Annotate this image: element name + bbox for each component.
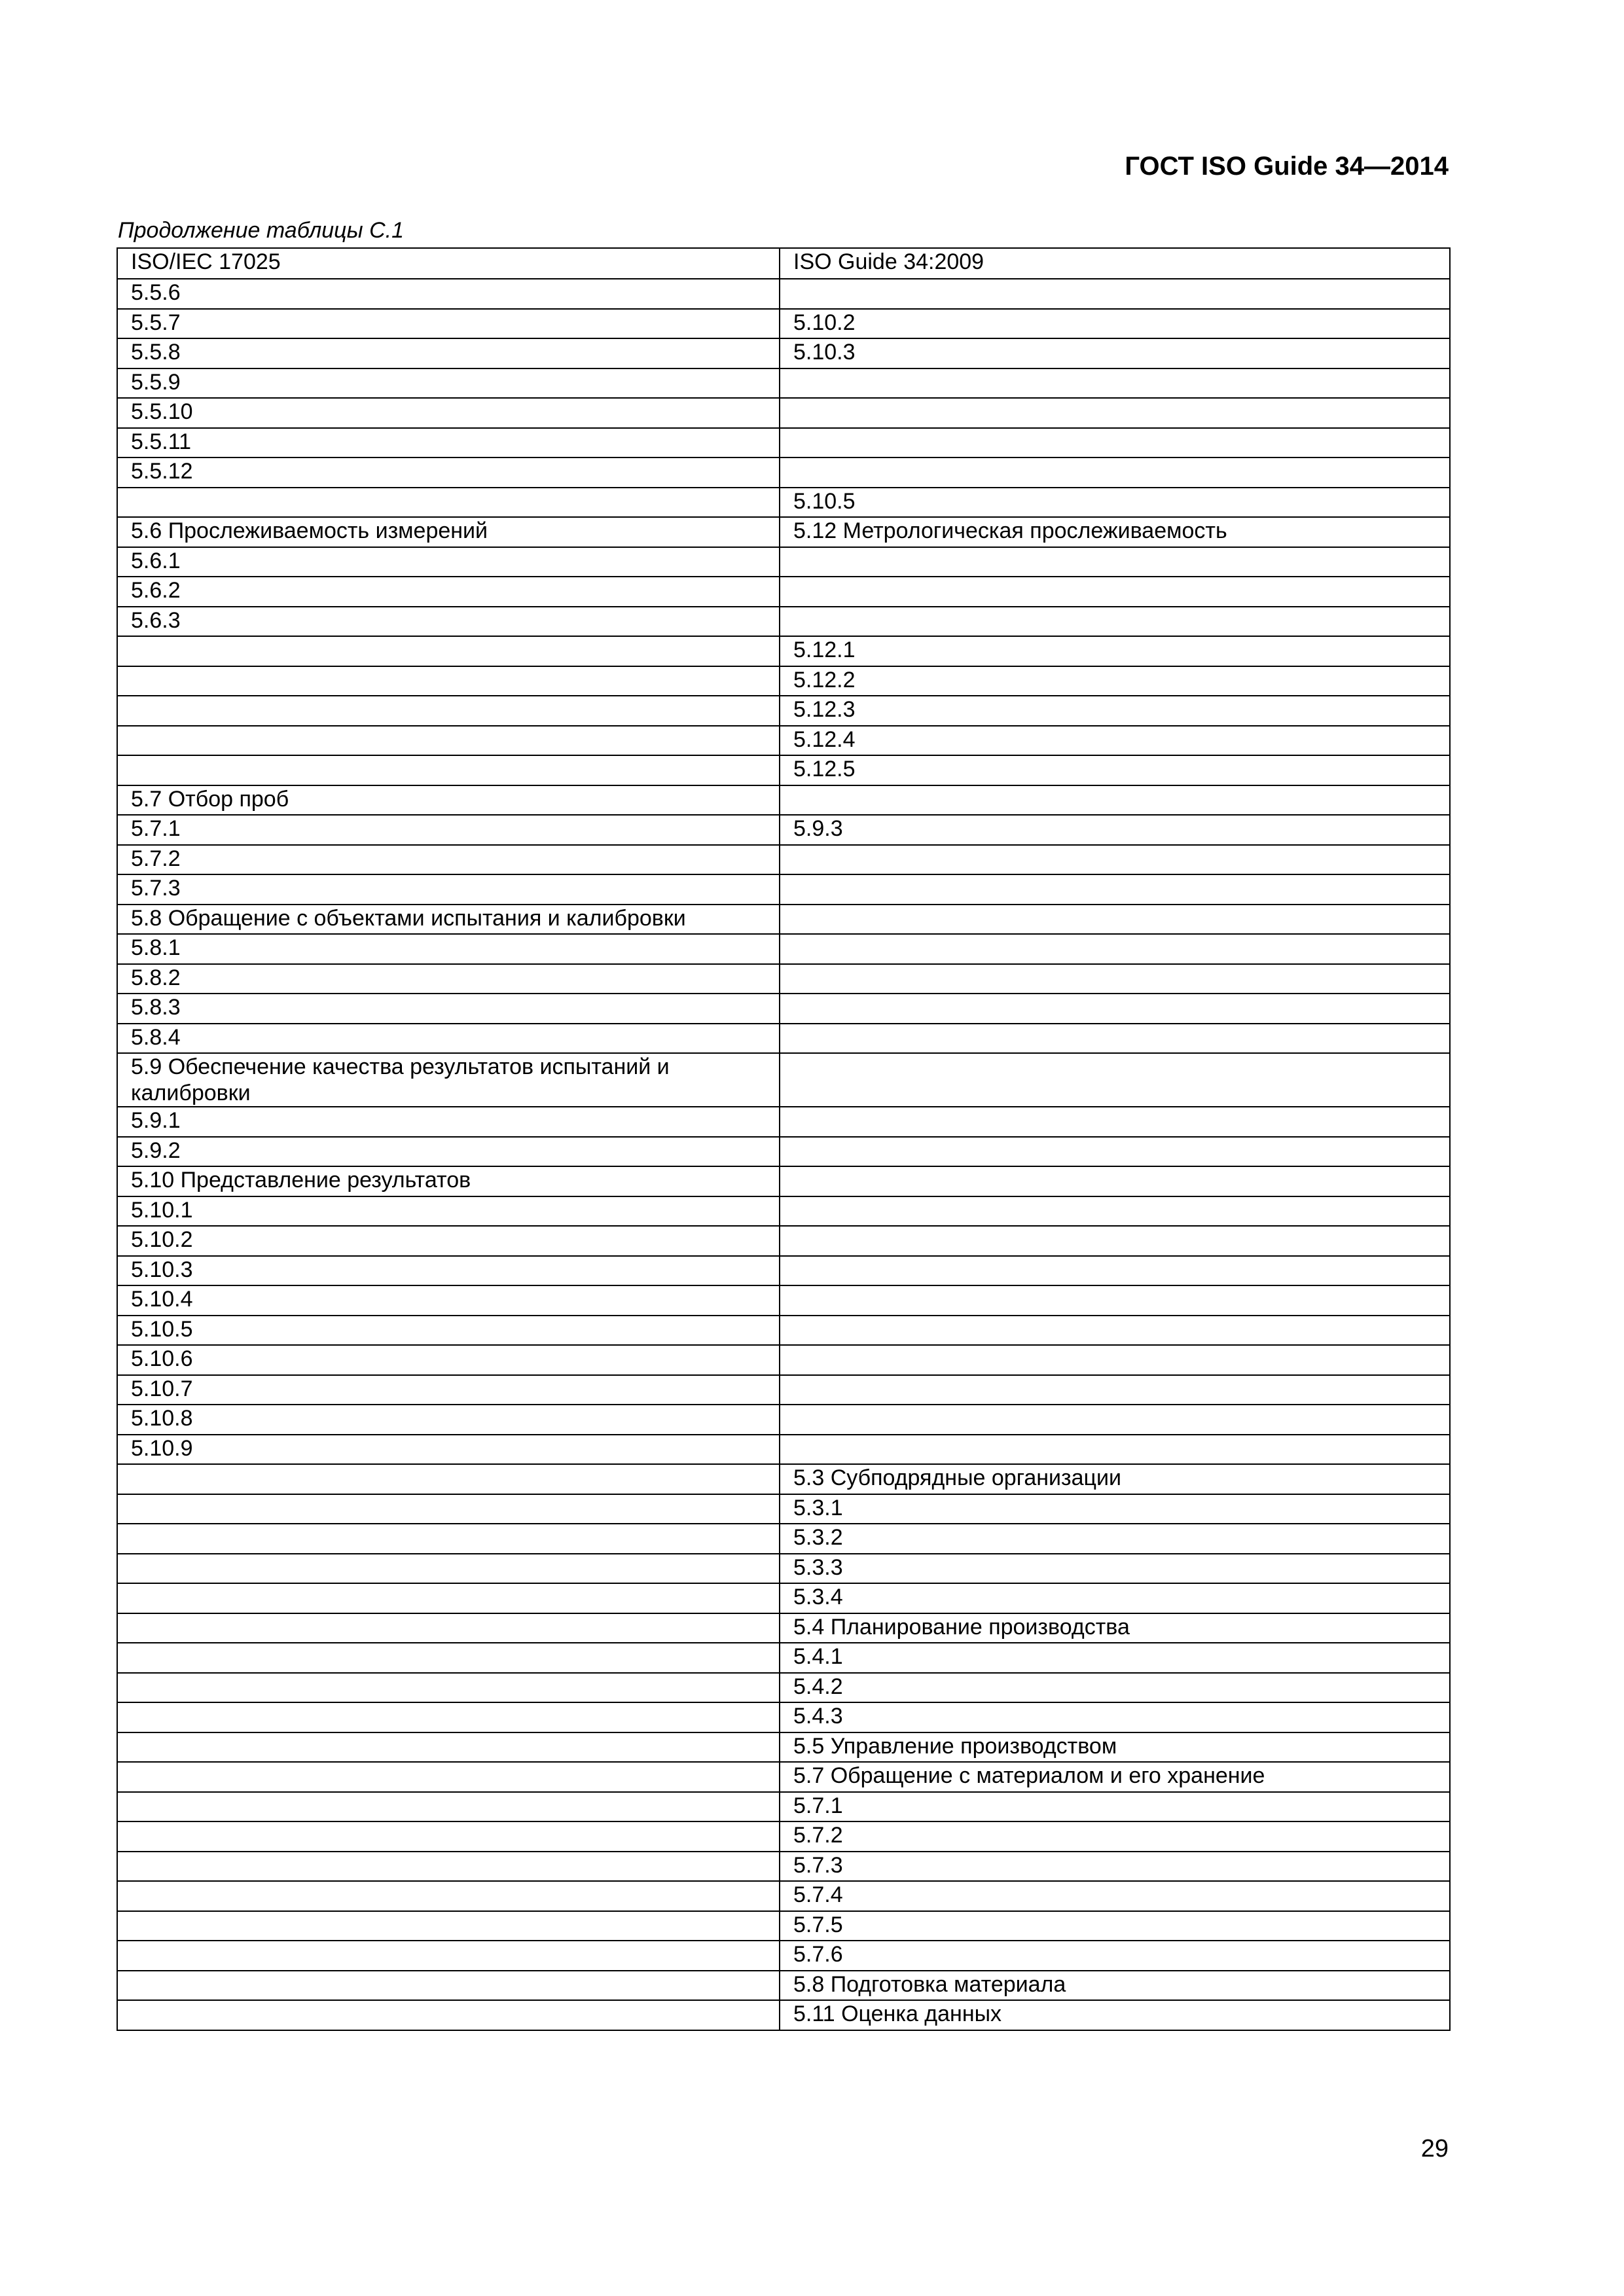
cell-iso-guide-34: 5.4.2 <box>780 1673 1450 1703</box>
table-row <box>117 1613 1450 1643</box>
table-row <box>117 755 1450 785</box>
cell-iso-iec-17025: 5.10.1 <box>117 1196 780 1227</box>
cell-iso-iec-17025: 5.6.2 <box>117 577 780 607</box>
table-row <box>117 1196 1450 1227</box>
cell-iso-guide-34 <box>780 934 1450 964</box>
cell-iso-iec-17025 <box>117 1732 780 1763</box>
table-row <box>117 1852 1450 1882</box>
cell-iso-guide-34: 5.3.4 <box>780 1583 1450 1613</box>
cell-iso-guide-34: 5.4 Планирование производства <box>780 1613 1450 1643</box>
cell-iso-iec-17025: 5.7.1 <box>117 815 780 845</box>
cell-iso-guide-34 <box>780 398 1450 428</box>
cell-iso-guide-34 <box>780 428 1450 458</box>
cell-iso-guide-34: 5.3.3 <box>780 1554 1450 1584</box>
table-row <box>117 2000 1450 2030</box>
cell-iso-guide-34 <box>780 1226 1450 1256</box>
cell-iso-guide-34: 5.7.4 <box>780 1881 1450 1911</box>
cell-iso-guide-34 <box>780 1316 1450 1346</box>
table-row <box>117 1375 1450 1405</box>
cell-iso-guide-34: 5.12.3 <box>780 696 1450 726</box>
table-row <box>117 547 1450 577</box>
table-row <box>117 1256 1450 1286</box>
cell-iso-iec-17025: 5.5.6 <box>117 279 780 309</box>
cell-iso-guide-34 <box>780 905 1450 935</box>
cell-iso-guide-34: 5.3.2 <box>780 1524 1450 1554</box>
table-row <box>117 1435 1450 1465</box>
cell-iso-iec-17025: 5.5.8 <box>117 338 780 368</box>
cell-iso-guide-34: 5.7.6 <box>780 1941 1450 1971</box>
cell-iso-iec-17025 <box>117 1554 780 1584</box>
table-row <box>117 815 1450 845</box>
cell-iso-iec-17025: 5.8.3 <box>117 994 780 1024</box>
cell-iso-guide-34: 5.12.4 <box>780 726 1450 756</box>
table-row <box>117 488 1450 518</box>
cell-iso-guide-34: 5.7.2 <box>780 1821 1450 1852</box>
cell-iso-guide-34: 5.12 Метрологическая прослеживаемость <box>780 517 1450 547</box>
table-row <box>117 428 1450 458</box>
table-row <box>117 696 1450 726</box>
table-row <box>117 607 1450 637</box>
table-row <box>117 1762 1450 1792</box>
table-row <box>117 1881 1450 1911</box>
cell-iso-iec-17025: 5.5.11 <box>117 428 780 458</box>
table-row <box>117 338 1450 368</box>
table-row <box>117 309 1450 339</box>
cell-iso-iec-17025: 5.5.9 <box>117 368 780 399</box>
table-row <box>117 1971 1450 2001</box>
table-row <box>117 726 1450 756</box>
cell-iso-guide-34 <box>780 785 1450 816</box>
cell-iso-iec-17025 <box>117 696 780 726</box>
cell-iso-guide-34: 5.11 Оценка данных <box>780 2000 1450 2030</box>
cell-iso-guide-34: 5.5 Управление производством <box>780 1732 1450 1763</box>
cell-iso-iec-17025 <box>117 2000 780 2030</box>
column-header-iso-iec-17025: ISO/IEC 17025 <box>117 248 780 279</box>
cell-iso-iec-17025 <box>117 1941 780 1971</box>
cell-iso-guide-34 <box>780 577 1450 607</box>
table-row <box>117 874 1450 905</box>
cell-iso-guide-34: 5.10.2 <box>780 309 1450 339</box>
cell-iso-iec-17025: 5.6.1 <box>117 547 780 577</box>
table-caption: Продолжение таблицы С.1 <box>118 218 404 243</box>
cell-iso-iec-17025: 5.9 Обеспечение качества результатов испытаний и калибровки <box>117 1053 780 1107</box>
cell-iso-guide-34 <box>780 845 1450 875</box>
cell-iso-guide-34 <box>780 279 1450 309</box>
cell-iso-iec-17025 <box>117 1613 780 1643</box>
page-number: 29 <box>1420 2135 1449 2162</box>
table-header-row <box>117 248 1450 279</box>
table-row <box>117 666 1450 696</box>
cell-iso-iec-17025 <box>117 1821 780 1852</box>
cell-iso-iec-17025 <box>117 1702 780 1732</box>
document-header-title: ГОСТ ISO Guide 34—2014 <box>1125 152 1449 181</box>
cell-iso-iec-17025 <box>117 1643 780 1673</box>
table-row <box>117 1226 1450 1256</box>
cell-iso-guide-34 <box>780 607 1450 637</box>
cell-iso-guide-34 <box>780 1166 1450 1196</box>
cell-iso-guide-34: 5.4.1 <box>780 1643 1450 1673</box>
table-row <box>117 1524 1450 1554</box>
cell-iso-iec-17025 <box>117 726 780 756</box>
cell-iso-iec-17025 <box>117 1852 780 1882</box>
cell-iso-iec-17025 <box>117 1792 780 1822</box>
cell-iso-iec-17025: 5.8.2 <box>117 964 780 994</box>
table-row <box>117 1316 1450 1346</box>
table-row <box>117 1053 1450 1107</box>
cell-iso-iec-17025: 5.5.10 <box>117 398 780 428</box>
table-row <box>117 994 1450 1024</box>
cell-iso-guide-34 <box>780 368 1450 399</box>
cell-iso-iec-17025 <box>117 1494 780 1524</box>
cell-iso-iec-17025: 5.8 Обращение с объектами испытания и калибровки <box>117 905 780 935</box>
table-row <box>117 785 1450 816</box>
cell-iso-iec-17025: 5.9.2 <box>117 1137 780 1167</box>
cell-iso-guide-34: 5.4.3 <box>780 1702 1450 1732</box>
cell-iso-guide-34 <box>780 457 1450 488</box>
table-row <box>117 1941 1450 1971</box>
cell-iso-guide-34: 5.10.5 <box>780 488 1450 518</box>
cell-iso-iec-17025 <box>117 1673 780 1703</box>
table-row <box>117 1792 1450 1822</box>
table-row <box>117 1821 1450 1852</box>
cell-iso-guide-34: 5.12.1 <box>780 636 1450 666</box>
table-row <box>117 1643 1450 1673</box>
table-row <box>117 577 1450 607</box>
cell-iso-guide-34 <box>780 1345 1450 1375</box>
table-row <box>117 636 1450 666</box>
cell-iso-guide-34 <box>780 1196 1450 1227</box>
cell-iso-iec-17025: 5.10.6 <box>117 1345 780 1375</box>
table-row <box>117 457 1450 488</box>
cell-iso-iec-17025: 5.10.3 <box>117 1256 780 1286</box>
table-row <box>117 1911 1450 1941</box>
cell-iso-iec-17025: 5.10.7 <box>117 1375 780 1405</box>
cell-iso-guide-34: 5.3.1 <box>780 1494 1450 1524</box>
table-row <box>117 517 1450 547</box>
table-row <box>117 1166 1450 1196</box>
cell-iso-guide-34 <box>780 874 1450 905</box>
cell-iso-guide-34 <box>780 1405 1450 1435</box>
cell-iso-guide-34: 5.7 Обращение с материалом и его хранение <box>780 1762 1450 1792</box>
table-row <box>117 964 1450 994</box>
cell-iso-iec-17025: 5.6.3 <box>117 607 780 637</box>
table-row <box>117 1137 1450 1167</box>
cell-iso-iec-17025: 5.10 Представление результатов <box>117 1166 780 1196</box>
cell-iso-guide-34: 5.12.2 <box>780 666 1450 696</box>
cell-iso-iec-17025: 5.6 Прослеживаемость измерений <box>117 517 780 547</box>
cell-iso-guide-34: 5.9.3 <box>780 815 1450 845</box>
cell-iso-guide-34 <box>780 1375 1450 1405</box>
table-row <box>117 845 1450 875</box>
cell-iso-guide-34: 5.3 Субподрядные организации <box>780 1464 1450 1494</box>
cell-iso-guide-34 <box>780 1285 1450 1316</box>
cell-iso-iec-17025: 5.7 Отбор проб <box>117 785 780 816</box>
cell-iso-guide-34: 5.7.1 <box>780 1792 1450 1822</box>
column-header-iso-guide-34: ISO Guide 34:2009 <box>780 248 1450 279</box>
cell-iso-iec-17025: 5.10.2 <box>117 1226 780 1256</box>
cell-iso-iec-17025 <box>117 1911 780 1941</box>
cell-iso-guide-34: 5.10.3 <box>780 338 1450 368</box>
cell-iso-guide-34: 5.7.5 <box>780 1911 1450 1941</box>
cell-iso-iec-17025: 5.9.1 <box>117 1107 780 1137</box>
table-row <box>117 1345 1450 1375</box>
cell-iso-iec-17025 <box>117 1971 780 2001</box>
table-row <box>117 1732 1450 1763</box>
table-row <box>117 1702 1450 1732</box>
cell-iso-iec-17025: 5.7.2 <box>117 845 780 875</box>
cell-iso-iec-17025: 5.10.8 <box>117 1405 780 1435</box>
cell-iso-iec-17025: 5.10.4 <box>117 1285 780 1316</box>
cell-iso-guide-34 <box>780 1053 1450 1107</box>
cell-iso-guide-34: 5.7.3 <box>780 1852 1450 1882</box>
cell-iso-guide-34: 5.12.5 <box>780 755 1450 785</box>
table-row <box>117 1024 1450 1054</box>
correspondence-table <box>117 247 1451 2031</box>
table-row <box>117 1107 1450 1137</box>
cell-iso-iec-17025 <box>117 1762 780 1792</box>
table-row <box>117 398 1450 428</box>
table-row <box>117 1583 1450 1613</box>
cell-iso-guide-34 <box>780 1435 1450 1465</box>
table-row <box>117 1673 1450 1703</box>
cell-iso-guide-34 <box>780 547 1450 577</box>
cell-iso-guide-34 <box>780 1256 1450 1286</box>
cell-iso-iec-17025 <box>117 636 780 666</box>
cell-iso-iec-17025 <box>117 1881 780 1911</box>
table-row <box>117 1285 1450 1316</box>
cell-iso-iec-17025 <box>117 1524 780 1554</box>
table-row <box>117 905 1450 935</box>
cell-iso-guide-34 <box>780 1024 1450 1054</box>
cell-iso-iec-17025 <box>117 488 780 518</box>
table-row <box>117 934 1450 964</box>
table-row <box>117 368 1450 399</box>
cell-iso-iec-17025: 5.8.1 <box>117 934 780 964</box>
table-row <box>117 1554 1450 1584</box>
cell-iso-iec-17025: 5.8.4 <box>117 1024 780 1054</box>
cell-iso-guide-34 <box>780 1107 1450 1137</box>
cell-iso-iec-17025: 5.10.5 <box>117 1316 780 1346</box>
cell-iso-iec-17025 <box>117 1464 780 1494</box>
cell-iso-guide-34: 5.8 Подготовка материала <box>780 1971 1450 2001</box>
cell-iso-guide-34 <box>780 994 1450 1024</box>
cell-iso-iec-17025: 5.5.7 <box>117 309 780 339</box>
table-row <box>117 279 1450 309</box>
cell-iso-iec-17025 <box>117 1583 780 1613</box>
cell-iso-guide-34 <box>780 1137 1450 1167</box>
cell-iso-guide-34 <box>780 964 1450 994</box>
table-row <box>117 1494 1450 1524</box>
cell-iso-iec-17025: 5.10.9 <box>117 1435 780 1465</box>
table-row <box>117 1405 1450 1435</box>
table-row <box>117 1464 1450 1494</box>
cell-iso-iec-17025 <box>117 666 780 696</box>
cell-iso-iec-17025: 5.7.3 <box>117 874 780 905</box>
cell-iso-iec-17025: 5.5.12 <box>117 457 780 488</box>
cell-iso-iec-17025 <box>117 755 780 785</box>
